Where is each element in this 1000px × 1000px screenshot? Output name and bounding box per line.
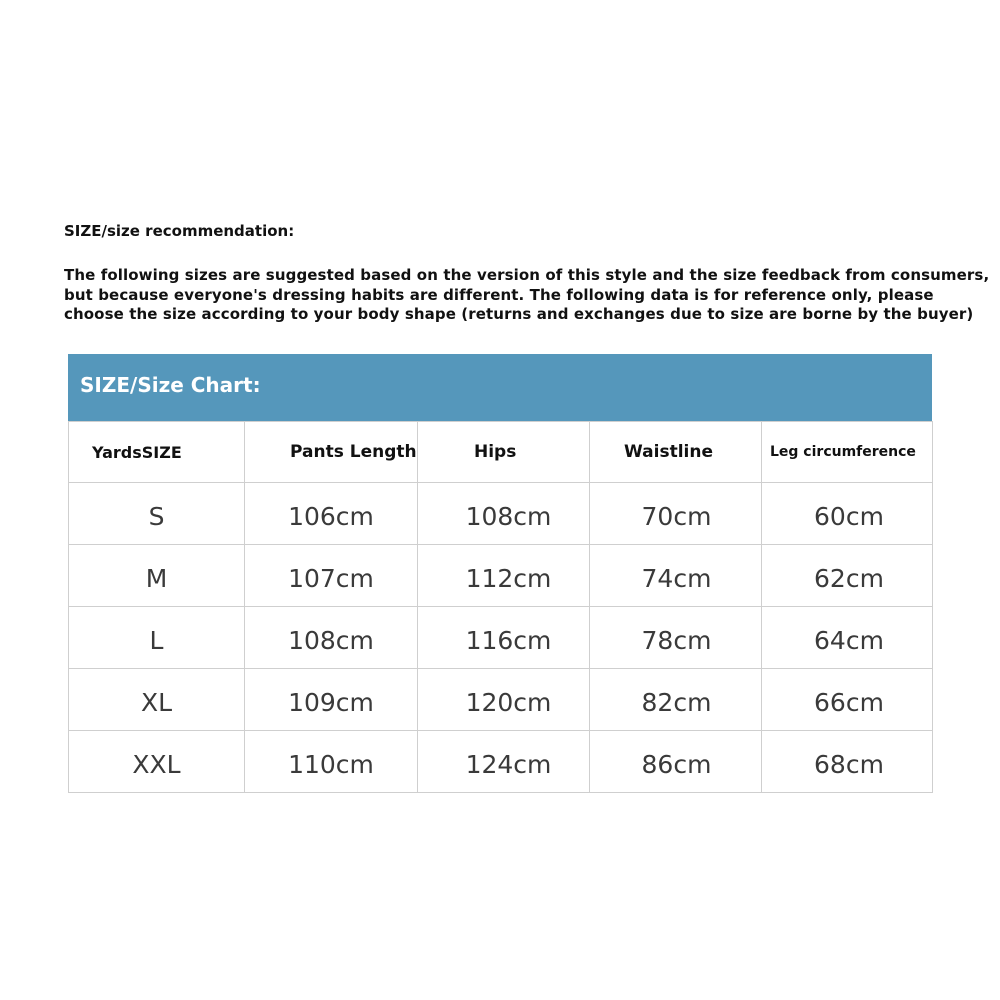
cell-leg-circumference: 66cm (762, 669, 933, 731)
column-header-size: YardsSIZE (69, 422, 245, 483)
cell-pants-length: 106cm (245, 483, 418, 545)
size-chart-title: SIZE/Size Chart: (80, 373, 261, 397)
cell-hips: 120cm (418, 669, 590, 731)
cell-hips: 124cm (418, 731, 590, 793)
size-table (68, 421, 933, 793)
table-row (69, 669, 933, 731)
column-header-pants-length: Pants Length (245, 422, 418, 483)
table-row (69, 607, 933, 669)
table-row (69, 483, 933, 545)
intro-line: choose the size according to your body shape (returns and exchanges due to size are borne by the buyer) (64, 305, 974, 323)
cell-pants-length: 108cm (245, 607, 418, 669)
cell-hips: 108cm (418, 483, 590, 545)
cell-waistline: 74cm (590, 545, 762, 607)
cell-waistline: 78cm (590, 607, 762, 669)
intro-line: The following sizes are suggested based on the version of this style and the size feedback from consumers, (64, 266, 990, 284)
intro-paragraph (64, 266, 990, 325)
cell-leg-circumference: 60cm (762, 483, 933, 545)
cell-size: XXL (69, 731, 245, 793)
cell-hips: 112cm (418, 545, 590, 607)
table-header-row (69, 422, 933, 483)
intro-line: but because everyone's dressing habits are different. The following data is for reference only, please (64, 285, 934, 304)
cell-waistline: 86cm (590, 731, 762, 793)
column-header-leg-circumference: Leg circumference (762, 422, 933, 483)
page-heading: SIZE/size recommendation: (64, 222, 295, 240)
table-row (69, 545, 933, 607)
cell-leg-circumference: 62cm (762, 545, 933, 607)
cell-waistline: 70cm (590, 483, 762, 545)
cell-size: S (69, 483, 245, 545)
cell-pants-length: 107cm (245, 545, 418, 607)
cell-pants-length: 109cm (245, 669, 418, 731)
table-row (69, 731, 933, 793)
size-chart-banner (68, 354, 932, 421)
cell-hips: 116cm (418, 607, 590, 669)
size-chart (68, 354, 932, 793)
cell-pants-length: 110cm (245, 731, 418, 793)
cell-size: L (69, 607, 245, 669)
cell-leg-circumference: 68cm (762, 731, 933, 793)
cell-waistline: 82cm (590, 669, 762, 731)
column-header-waistline: Waistline (590, 422, 762, 483)
cell-leg-circumference: 64cm (762, 607, 933, 669)
cell-size: M (69, 545, 245, 607)
cell-size: XL (69, 669, 245, 731)
column-header-hips: Hips (418, 422, 590, 483)
